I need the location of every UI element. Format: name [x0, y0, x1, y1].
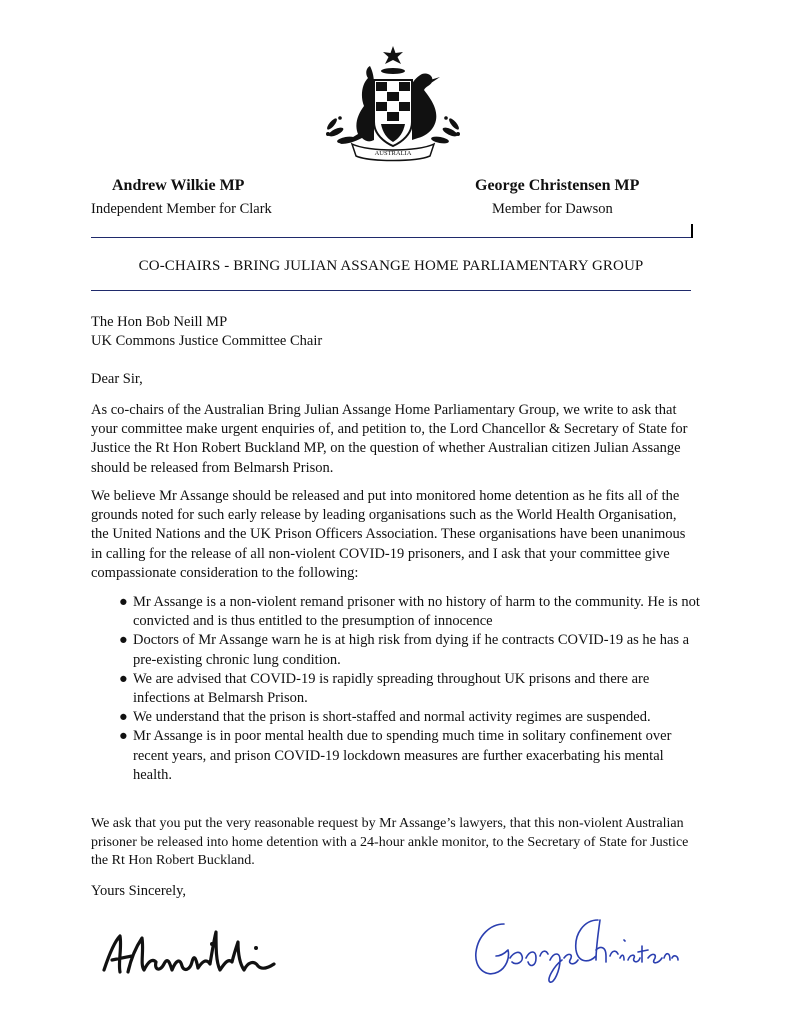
- salutation: Dear Sir,: [91, 371, 143, 387]
- paragraph-1: As co-chairs of the Australian Bring Julian Assange Home Parliamentary Group, we write to ask that your committee make urgent enquiries of, and petition to, the Lord Chancellor & Secretary of State for Justice the Rt Hon Robert Buckland MP, on the question of whether Australian citizen Julian Assange should be released from Belmarsh Prison.: [91, 402, 688, 476]
- coat-of-arms-crest: [318, 44, 468, 162]
- header-divider-mark: [691, 224, 693, 238]
- list-item: ● We understand that the prison is short-staffed and normal activity regimes are suspended.: [119, 709, 651, 726]
- concerns-list: [91, 593, 703, 785]
- kangaroo-icon: [340, 66, 374, 144]
- signoff: Yours Sincerely,: [91, 883, 187, 899]
- list-item: ● Mr Assange is in poor mental health due to spending much time in solitary confinement over recent years, and prison COVID-19 lockdown measures are further exacerbating his mental health.: [119, 728, 672, 783]
- group-title: CO-CHAIRS - BRING JULIAN ASSANGE HOME PARLIAMENTARY GROUP: [138, 258, 644, 274]
- recipient-name: The Hon Bob Neill MP: [91, 314, 228, 330]
- member-name-left: Andrew Wilkie MP: [112, 177, 245, 194]
- list-item: ● Mr Assange is a non-violent remand prisoner with no history of harm to the community. He is not convicted and is thus entitled to the presumption of innocence: [119, 594, 700, 630]
- member-role-left: Independent Member for Clark: [91, 201, 272, 217]
- closing-paragraph: We ask that you put the very reasonable request by Mr Assange’s lawyers, that this non-violent Australian prisoner be released into home detention with a 24-hour ankle monitor, to the Secretary of State for Justice the Rt Hon Robert Buckland.: [91, 816, 689, 868]
- list-item: ● Doctors of Mr Assange warn he is at high risk from dying if he contracts COVID-19 as he has a pre-existing chronic lung condition.: [119, 632, 690, 668]
- recipient-block: [91, 313, 703, 351]
- title-divider: [91, 290, 691, 291]
- list-item: ● We are advised that COVID-19 is rapidly spreading throughout UK prisons and there are infections at Belmarsh Prison.: [119, 670, 650, 707]
- header-divider: [91, 237, 691, 238]
- paragraph-2: We believe Mr Assange should be released and put into monitored home detention as he fits all of the grounds noted for such early release by leading organisations such as the World Health Organisation, the United Nations and the UK Prison Officers Association. These organisations have been unanimous in calling for the release of all non-violent COVID-19 prisoners, and I ask that your committee give compassionate consideration to the following:: [91, 488, 686, 581]
- recipient-title: UK Commons Justice Committee Chair: [91, 333, 323, 350]
- member-name-right: George Christensen MP: [475, 177, 640, 194]
- commonwealth-star-icon: [383, 46, 403, 64]
- signature-christensen: [470, 910, 680, 990]
- emu-icon: [412, 73, 436, 140]
- signature-wilkie: [98, 918, 298, 982]
- member-role-right: Member for Dawson: [492, 201, 613, 217]
- crest-motto: AUSTRALIA: [374, 150, 412, 157]
